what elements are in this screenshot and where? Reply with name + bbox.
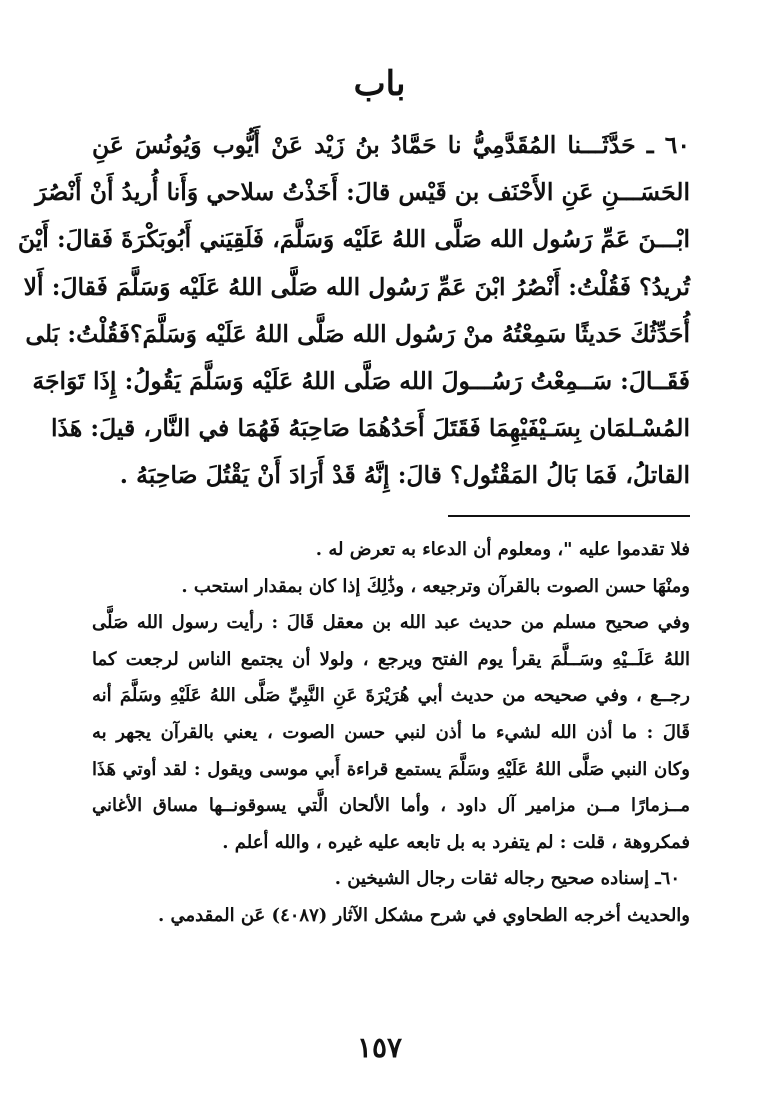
footnote-line: وكان النبي صَلَّى اللهُ عَلَيْهِ وسَلَّمَ يستمع قراءة أَبي موسى ويقول : لقد أوتي هَذَا — [92, 758, 690, 780]
footnote-line: فلا تقدموا عليه "، ومعلوم أن الدعاء به تعرض له . — [315, 539, 690, 560]
hadith-line: تُريدُ؟ فَقُلْتُ: أَنْصُرُ ابْنَ عَمِّ رَسُول الله صَلَّى اللهُ عَلَيْه وَسَلَّمَ فَقالَ: أَلا — [23, 272, 690, 301]
footnote-line: مــزمارًا مــن مزامير آل داود ، وأما الألحان الَّتي يسوقونــها مساق الأغاني — [92, 795, 690, 817]
footnote-line: وفي صحيح مسلم من حديث عبد الله بن معقل قَالَ : رأيت رسول الله صَلَّى — [92, 612, 690, 634]
hadith-line: المُسْـلمَان بِسَـيْفَيْهِمَا فَقَتَلَ أَحَدُهُمَا صَاحِبَهُ فَهُمَا في النَّار، قيلَ: هَذَا — [50, 414, 690, 443]
footnote-line: ومنْهَا حسن الصوت بالقرآن وترجيعه ، وذَٰلِكَ إذا كان بمقدار استحب . — [181, 575, 690, 597]
footnote-line: رجــع ، وفي صحيحه من حديث أبي هُرَيْرَةَ عَنِ النَّبِيِّ صَلَّى اللهُ عَلَيْهِ وسَلَّمَ أنه — [92, 685, 690, 707]
hadith-line: أُحَدِّثُكَ حَديثًا سَمِعْتُهُ منْ رَسُول الله صَلَّى اللهُ عَلَيْه وَسَلَّمَ؟فَقُلْتُ: بَلى — [25, 319, 690, 348]
footnote-line: قَالَ : ما أذن الله لشيء ما أذن لنبي حسن الصوت ، يعني بالقرآن يجهر به — [92, 721, 690, 743]
hadith-line: ٦٠ ـ حَدَّثَـــنا المُقَدَّمِيُّ نا حَمَّادُ بنُ زَيْد عَنْ أَيُّوب وَيُونُسَ عَنِ — [92, 131, 690, 159]
hadith-line: ابْـــنَ عَمِّ رَسُول الله صَلَّى اللهُ عَلَيْه وَسَلَّمَ، فَلَقِيَني أَبُوبَكْرَةَ فَقالَ: أَيْنَ — [17, 225, 690, 254]
footnote-line: اللهُ عَلَــيْهِ وسَــلَّمَ يقرأ يوم الفتح ويرجع ، ولولا أن يجتمع الناس لرجعت كما — [92, 648, 690, 670]
footnote-line: ٦٠ـ إسناده صحيح رجاله ثقات رجال الشيخين . — [334, 868, 680, 890]
footnotes — [92, 532, 690, 935]
hadith-text — [17, 122, 690, 500]
footnote-line: والحديث أخرجه الطحاوي في شرح مشكل الآثار (٤٠٨٧) عَن المقدمي . — [157, 904, 690, 926]
hadith-line: الحَسَـــنِ عَنِ الأَحْنَف بن قَيْس قالَ: أَخَذْتُ سلاحي وَأَنا أُريدُ أَنْ أَنْصُرَ — [35, 178, 690, 207]
hadith-line: فَقَــالَ: سَــمِعْتُ رَسُـــولَ الله صَلَّى اللهُ عَلَيْه وَسَلَّمَ يَقُولُ: إِذَا تَوَاجَهَ — [32, 366, 690, 395]
chapter-title: باب — [353, 64, 406, 104]
hadith-line: القاتلُ، فَمَا بَالُ المَقْتُول؟ قالَ: إِنَّهُ قَدْ أَرَادَ أَنْ يَقْتُلَ صَاحِبَهُ . — [119, 461, 690, 490]
footnote-divider — [448, 515, 690, 517]
footnote-line: فمكروهة ، قلت : لم يتفرد به بل تابعه عليه غيره ، والله أعلم . — [222, 831, 690, 853]
page-number: ١٥٧ — [356, 1031, 403, 1064]
